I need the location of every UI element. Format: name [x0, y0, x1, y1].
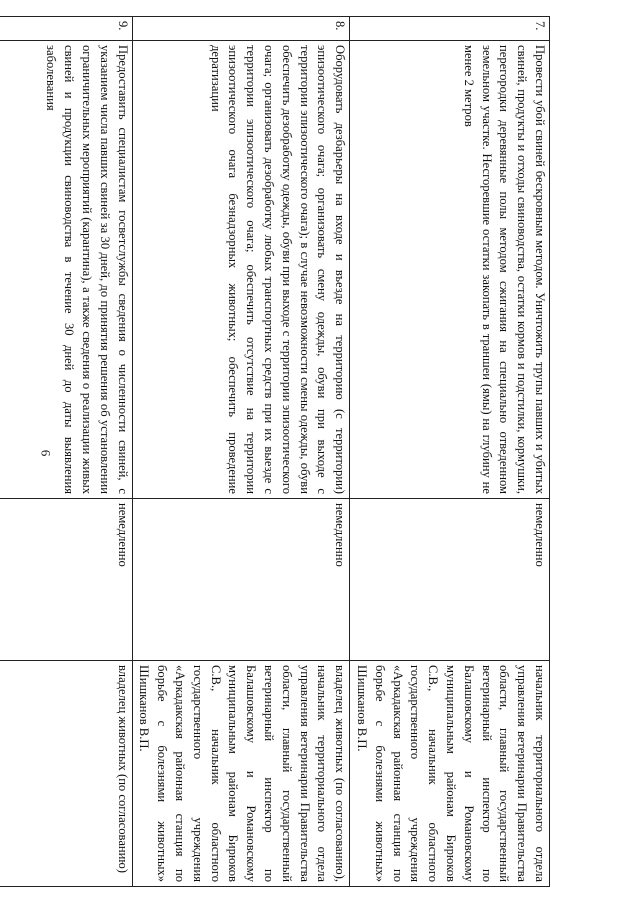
- row-number: 9.: [0, 17, 132, 41]
- page-number: 6: [38, 449, 54, 457]
- term-cell: немедленно: [350, 499, 550, 661]
- responsible-cell: начальник территориального отдела управления ветеринарии Правительства области, главный государственный ветеринарный инспектор по Балашовскому и Романовскому муниципальным районам Бирюков С.В., начальник областного государственного учреждения «Аркадакская районная станция по борьбе с болезнями животных» Шишканов В.П.: [350, 661, 550, 887]
- table-row: [0, 17, 132, 887]
- action-cell: Оборудовать дезбарьеры на входе и въезде на территорию (с территории) эпизоотического очага; организовать смену одежды, обуви при выходе с территории эпизоотического очага); в случае невозможности смены одежды, обуви обеспечить дезобработку одежды, обуви при выходе с территории эпизоотического очага; организовать дезобработку любых транспортных средств при их выезде с территории эпизоотического очага; обеспечить отсутствие на территории эпизоотического очага безнадзорных животных; обеспечить проведение дератизации: [132, 41, 350, 499]
- row-number: 7.: [350, 17, 550, 41]
- measures-table: [0, 16, 550, 887]
- responsible-cell: владелец животных (по согласованию): [0, 661, 132, 887]
- term-cell: немедленно: [132, 499, 350, 661]
- action-cell: Предоставить специалистам госветслужбы сведения о численности свиней, с указанием числа павших свиней за 30 дней, до принятия решения об установлении ограничительных мероприятий (карантина), а также сведения о реализации живых свиней и продукции свиноводства в течение 30 дней до даты выявления заболевания: [0, 41, 132, 499]
- table-row: [132, 17, 350, 887]
- term-cell: немедленно: [0, 499, 132, 661]
- row-number: 8.: [132, 17, 350, 41]
- responsible-cell: владелец животных (по согласованию), начальник территориального отдела управления ветеринарии Правительства области, главный государственный ветеринарный инспектор по Балашовскому и Романовскому муниципальным районам Бирюков С.В., начальник областного государственного учреждения «Аркадакская районная станция по борьбе с болезнями животных» Шишканов В.П.: [132, 661, 350, 887]
- table-row: [350, 17, 550, 887]
- action-cell: Провести убой свиней бескровным методом. Уничтожить трупы павших и убитых свиней, продукты и отходы свиноводства, остатки кормов и подстилки, кормушки, перегородки деревянные полы методом сжигания на специально отведенном земельном участке. Несгоревшие остатки закопать в траншеи (ямы) на глубину не менее 2 метров: [350, 41, 550, 499]
